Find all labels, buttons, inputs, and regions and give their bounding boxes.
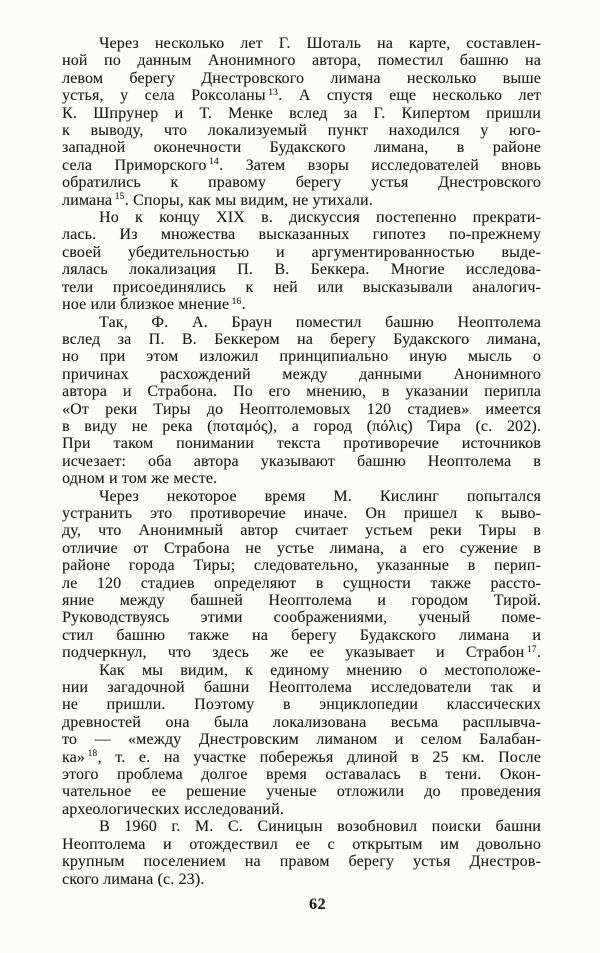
text-line: нии загадочной башни Неоптолема исследователи так и (62, 679, 541, 697)
text-line: ду, что Анонимный автор считает устьем реки Тиры в (62, 522, 541, 540)
text-line: Неоптолема и отождествил ее с открытым им довольно (62, 835, 541, 853)
text-line: тели присоединялись к ней или высказывали аналогич- (62, 278, 541, 296)
text-line: При таком понимании текста противоречие источников (62, 435, 541, 453)
text-line: районе города Тиры; следовательно, указанные в перип- (62, 557, 541, 575)
text-line: отличие от Страбона не устье лимана, а его сужение в (62, 539, 541, 557)
text-line: одном и том же месте. (62, 470, 218, 488)
footnote-ref: 14 (209, 157, 219, 168)
text-line: исчезает: оба автора указывают башню Неоптолема в (62, 452, 541, 470)
paragraph (62, 818, 541, 888)
text-line: В 1960 г. М. С. Синицын возобновил поиски башни (99, 818, 541, 836)
page-number: 62 (309, 896, 326, 913)
text-line: то — «между Днестровским лиманом и селом Балабан- (62, 731, 541, 749)
text-line: лась. Из множества высказанных гипотез по-прежнему (62, 226, 541, 244)
text-line: археологических исследований. (62, 800, 284, 818)
text-line: ле 120 стадиев определяют в сущности также рассто- (62, 574, 541, 592)
footnote-ref: 13 (268, 87, 278, 98)
text-line: автора и Страбона. По его мнению, в указании перипла (62, 383, 541, 401)
paragraph (62, 314, 541, 488)
text-line: западной оконечности Будакского лимана, в районе (62, 139, 541, 157)
paragraph (62, 35, 541, 209)
text-line: Через несколько лет Г. Шоталь на карте, составлен- (99, 35, 541, 52)
text-line: Как мы видим, к единому мнению о местоположе- (99, 661, 541, 679)
text-line: левом берегу Днестровского лимана несколько выше (62, 69, 541, 87)
text-line: устья, у села Роксоланы $^{13}$. А спустя еще несколько лет (62, 87, 541, 105)
text-line: Так, Ф. А. Браун поместил башню Неоптолема (99, 313, 541, 331)
text-line: лимана $^{15}$. Споры, как мы видим, не утихали. (62, 191, 373, 209)
footnote-ref: 16 (231, 296, 242, 307)
text-line: устранить это противоречие иначе. Он пришел к выво- (62, 504, 541, 522)
text-line: яние между башней Неоптолема и городом Тирой. (62, 592, 541, 609)
page-text (62, 35, 541, 888)
text-line: К. Шпрунер и Т. Менке вслед за Г. Кипертом пришли (62, 104, 541, 122)
text-line: в виду не река (ποταμός), а город (πόλις) Тира (с. 202). (62, 417, 541, 435)
text-line: крупным поселением на правом берегу устья Днестров- (62, 853, 541, 871)
text-line: но при этом изложил принципиально иную мысль о (62, 348, 541, 366)
footnote-ref: 18 (87, 749, 98, 760)
text-line: вслед за П. В. Беккером на берегу Будакского лимана, (62, 330, 541, 348)
text-line: подчеркнул, что здесь же ее указывает и Страбон $^{17}$. (62, 644, 541, 662)
paragraph (62, 662, 541, 819)
footnote-ref: 17 (526, 644, 537, 655)
text-line: Руководствуясь этими соображениями, ученый поме- (62, 609, 541, 627)
text-line: ка» $^{18}$, т. е. на участке побережья длиной в 25 км. После (62, 748, 541, 766)
text-line: «От реки Тиры до Неоптолемовых 120 стадиев» имеется (62, 400, 541, 418)
text-line: причинах расхождений между данными Анонимного (62, 365, 541, 383)
text-line: чательное ее решение ученые отложили до проведения (62, 783, 541, 801)
text-line: ского лимана (с. 23). (62, 870, 205, 888)
text-line: к выводу, что локализуемый пункт находился у юго- (62, 122, 541, 140)
text-line: села Приморского $^{14}$. Затем взоры исследователей вновь (62, 156, 542, 174)
paragraph (62, 209, 541, 313)
text-line: своей убедительностью и аргументированностью выде- (62, 243, 541, 261)
text-line: лялась локализация П. В. Беккера. Многие исследова- (62, 261, 541, 279)
text-line: Через некоторое время М. Кислинг попытался (99, 487, 541, 505)
text-line: ной по данным Анонимного автора, поместил башню на (62, 52, 541, 70)
text-line: ное или близкое мнение $^{16}$. (62, 296, 246, 314)
text-line: этого проблема долгое время оставалась в тени. Окон- (62, 766, 541, 784)
text-line: Но к концу XIX в. дискуссия постепенно прекрати- (99, 209, 541, 227)
text-line: не пришли. Поэтому в энциклопедии классических (62, 696, 541, 714)
footnote-ref: 15 (114, 192, 125, 203)
text-line: древностей она была локализована весьма расплывча- (62, 713, 541, 731)
paragraph (62, 488, 541, 662)
text-line: стил башню также на берегу Будакского лимана и (62, 626, 541, 644)
text-line: обратились к правому берегу устья Днестровского (62, 174, 541, 192)
